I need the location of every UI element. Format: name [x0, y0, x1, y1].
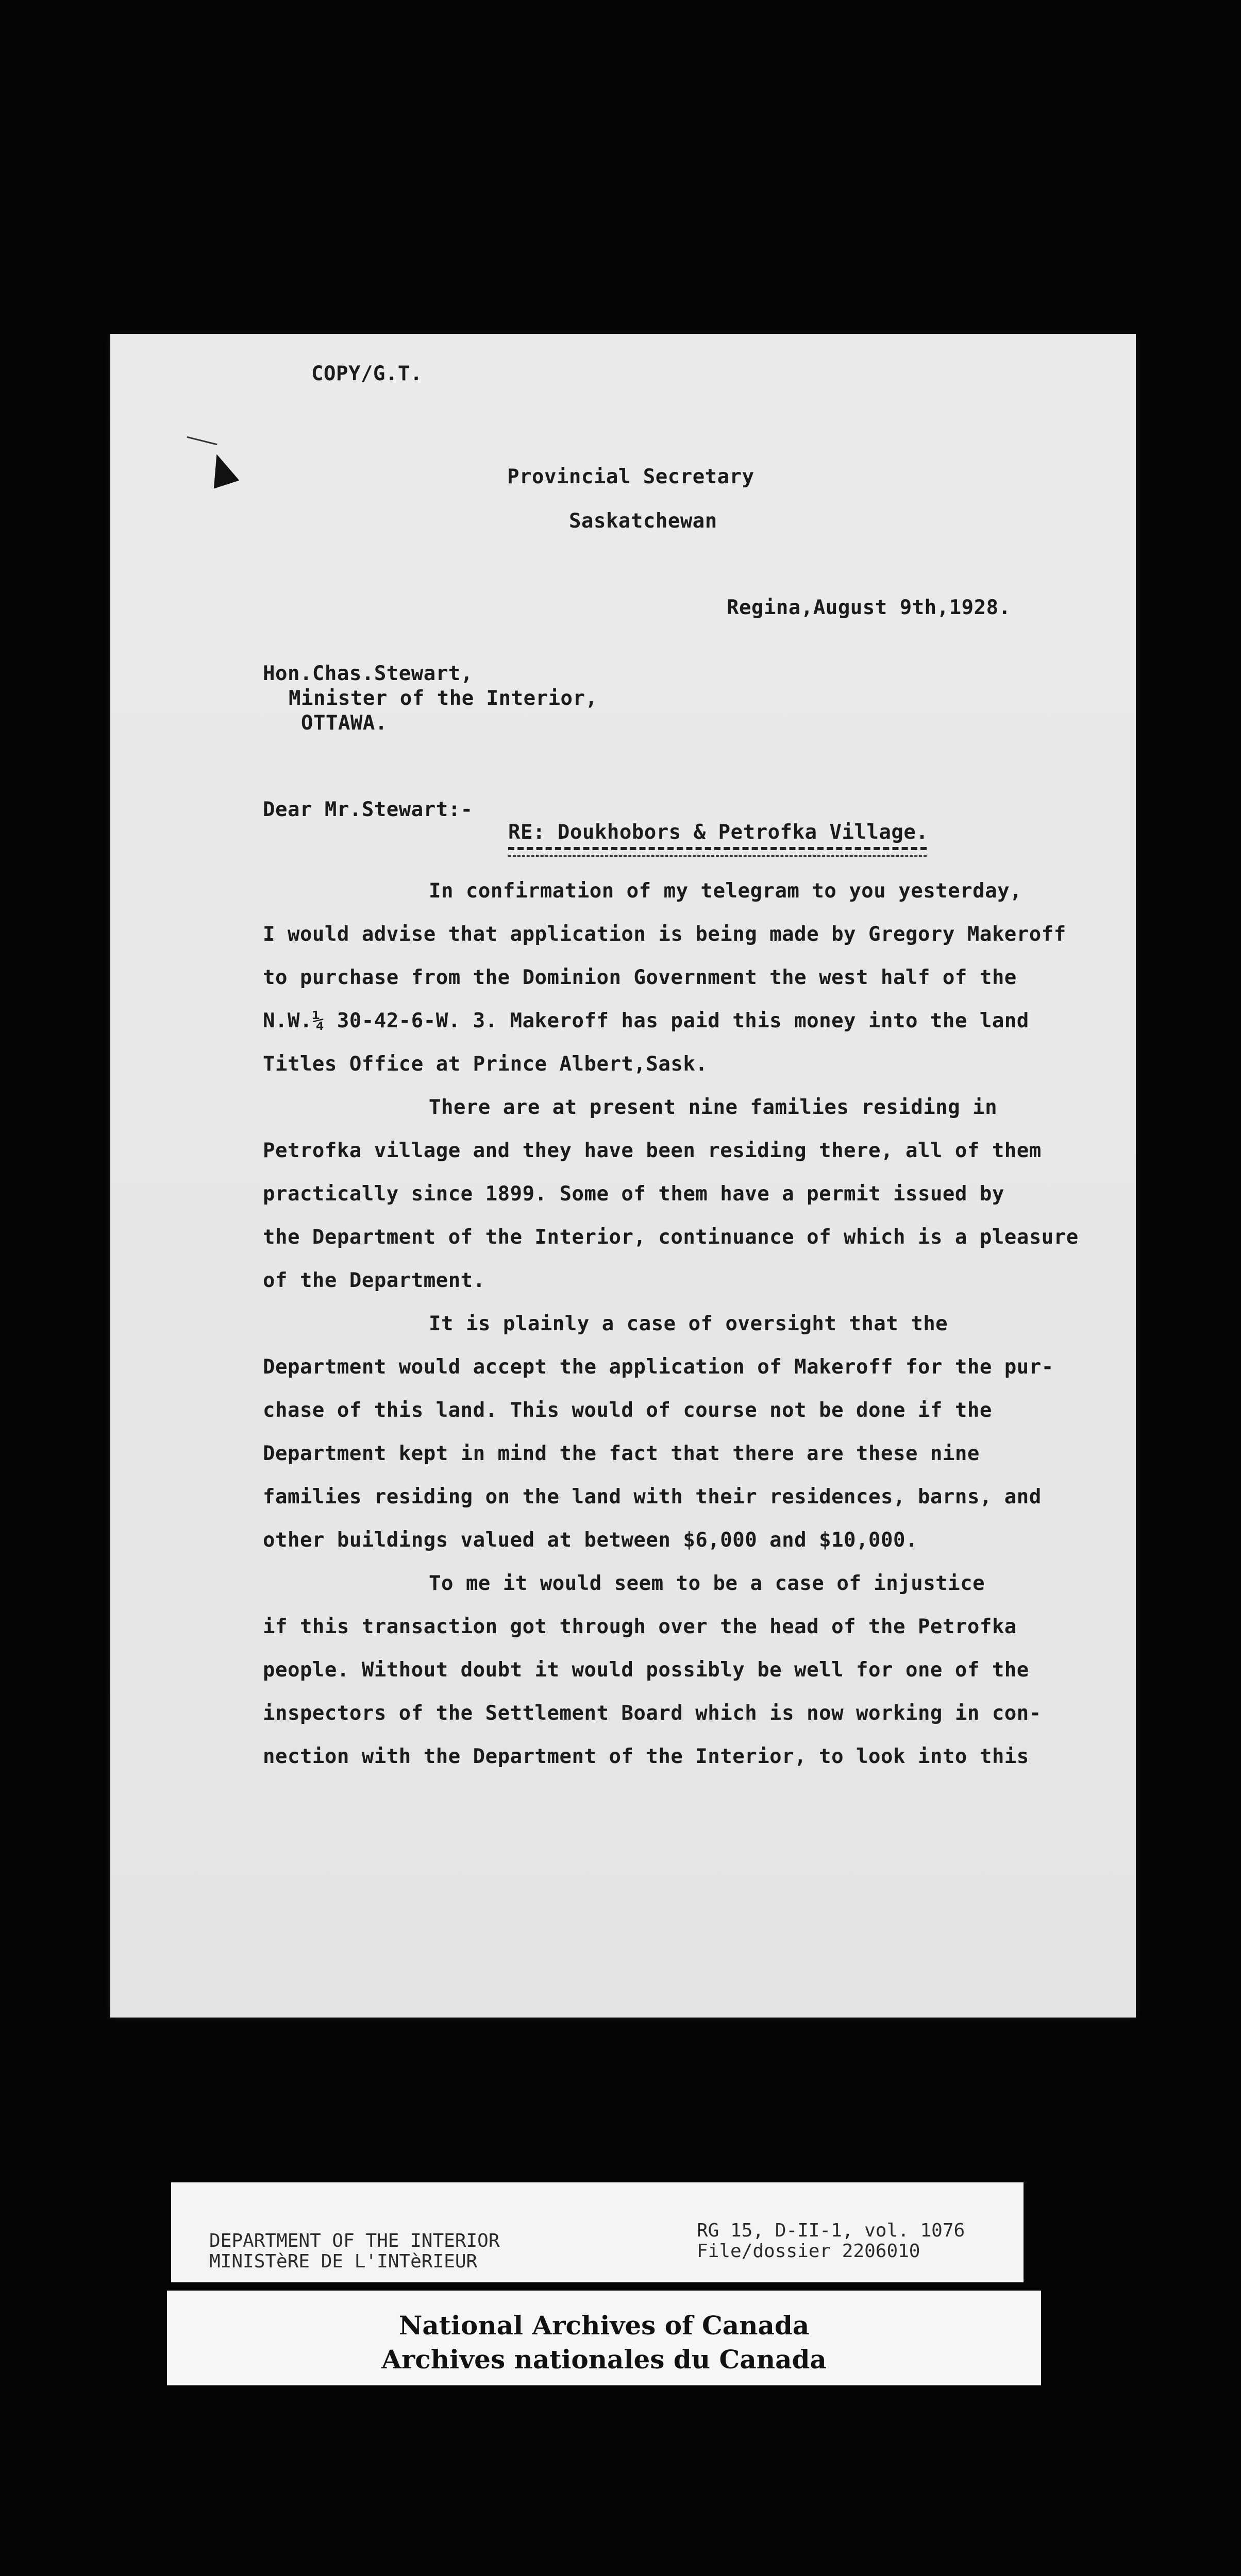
salutation: Dear Mr.Stewart:-	[263, 798, 473, 821]
archive-name-english: National Archives of Canada	[398, 2310, 810, 2341]
body-line: To me it would seem to be a case of injustice	[429, 1572, 985, 1595]
body-line: N.W.¼ 30-42-6-W. 3. Makeroff has paid this money into the land	[263, 1009, 1029, 1032]
body-line: people. Without doubt it would possibly be well for one of the	[263, 1658, 1029, 1682]
body-line: other buildings valued at between $6,000 and $10,000.	[263, 1529, 918, 1552]
department-name-french: MINISTèRE DE L'INTèRIEUR	[209, 2251, 478, 2272]
body-line: inspectors of the Settlement Board which is now working in con-	[263, 1702, 1042, 1725]
letterhead-subtitle: Saskatchewan	[569, 510, 717, 533]
body-line: Petrofka village and they have been residing there, all of them	[263, 1139, 1042, 1162]
body-line: of the Department.	[263, 1269, 485, 1292]
archive-reference-group: RG 15, D-II-1, vol. 1076	[697, 2220, 965, 2241]
punch-hole-mark	[204, 450, 240, 488]
letter-date: Regina,August 9th,1928.	[727, 596, 1011, 619]
body-line: nection with the Department of the Interior, to look into this	[263, 1745, 1029, 1768]
body-line: There are at present nine families residing in	[429, 1096, 998, 1119]
body-line: to purchase from the Dominion Government the west half of the	[263, 966, 1017, 989]
recipient-city: OTTAWA.	[301, 711, 388, 735]
body-line: the Department of the Interior, continuance of which is a pleasure	[263, 1226, 1079, 1249]
body-line: if this transaction got through over the head of the Petrofka	[263, 1615, 1017, 1638]
recipient-name: Hon.Chas.Stewart,	[263, 662, 473, 685]
body-line: practically since 1899. Some of them have a permit issued by	[263, 1182, 1004, 1206]
body-line: families residing on the land with their residences, barns, and	[263, 1485, 1042, 1509]
archive-name-label	[167, 2291, 1041, 2385]
body-line: In confirmation of my telegram to you yesterday,	[429, 879, 1022, 903]
body-line: Department kept in mind the fact that there are these nine	[263, 1442, 980, 1465]
subject-line: RE: Doukhobors & Petrofka Village.	[508, 821, 929, 844]
recipient-title: Minister of the Interior,	[289, 687, 598, 710]
paper-mark	[187, 436, 217, 445]
archive-name-french: Archives nationales du Canada	[381, 2344, 827, 2375]
copy-mark: COPY/G.T.	[311, 362, 423, 385]
letterhead-title: Provincial Secretary	[507, 465, 754, 488]
body-line: I would advise that application is being made by Gregory Makeroff	[263, 923, 1066, 946]
letter-page	[110, 334, 1136, 2018]
body-line: It is plainly a case of oversight that the	[429, 1312, 948, 1335]
body-line: chase of this land. This would of course not be done if the	[263, 1399, 992, 1422]
subject-underline	[508, 847, 927, 850]
subject-underline-secondary	[508, 855, 927, 857]
body-line: Department would accept the application of Makeroff for the pur-	[263, 1355, 1054, 1379]
body-line: Titles Office at Prince Albert,Sask.	[263, 1053, 708, 1076]
archive-file-number: File/dossier 2206010	[697, 2241, 920, 2262]
archive-reference-label	[171, 2182, 1024, 2282]
department-name-english: DEPARTMENT OF THE INTERIOR	[209, 2230, 500, 2251]
